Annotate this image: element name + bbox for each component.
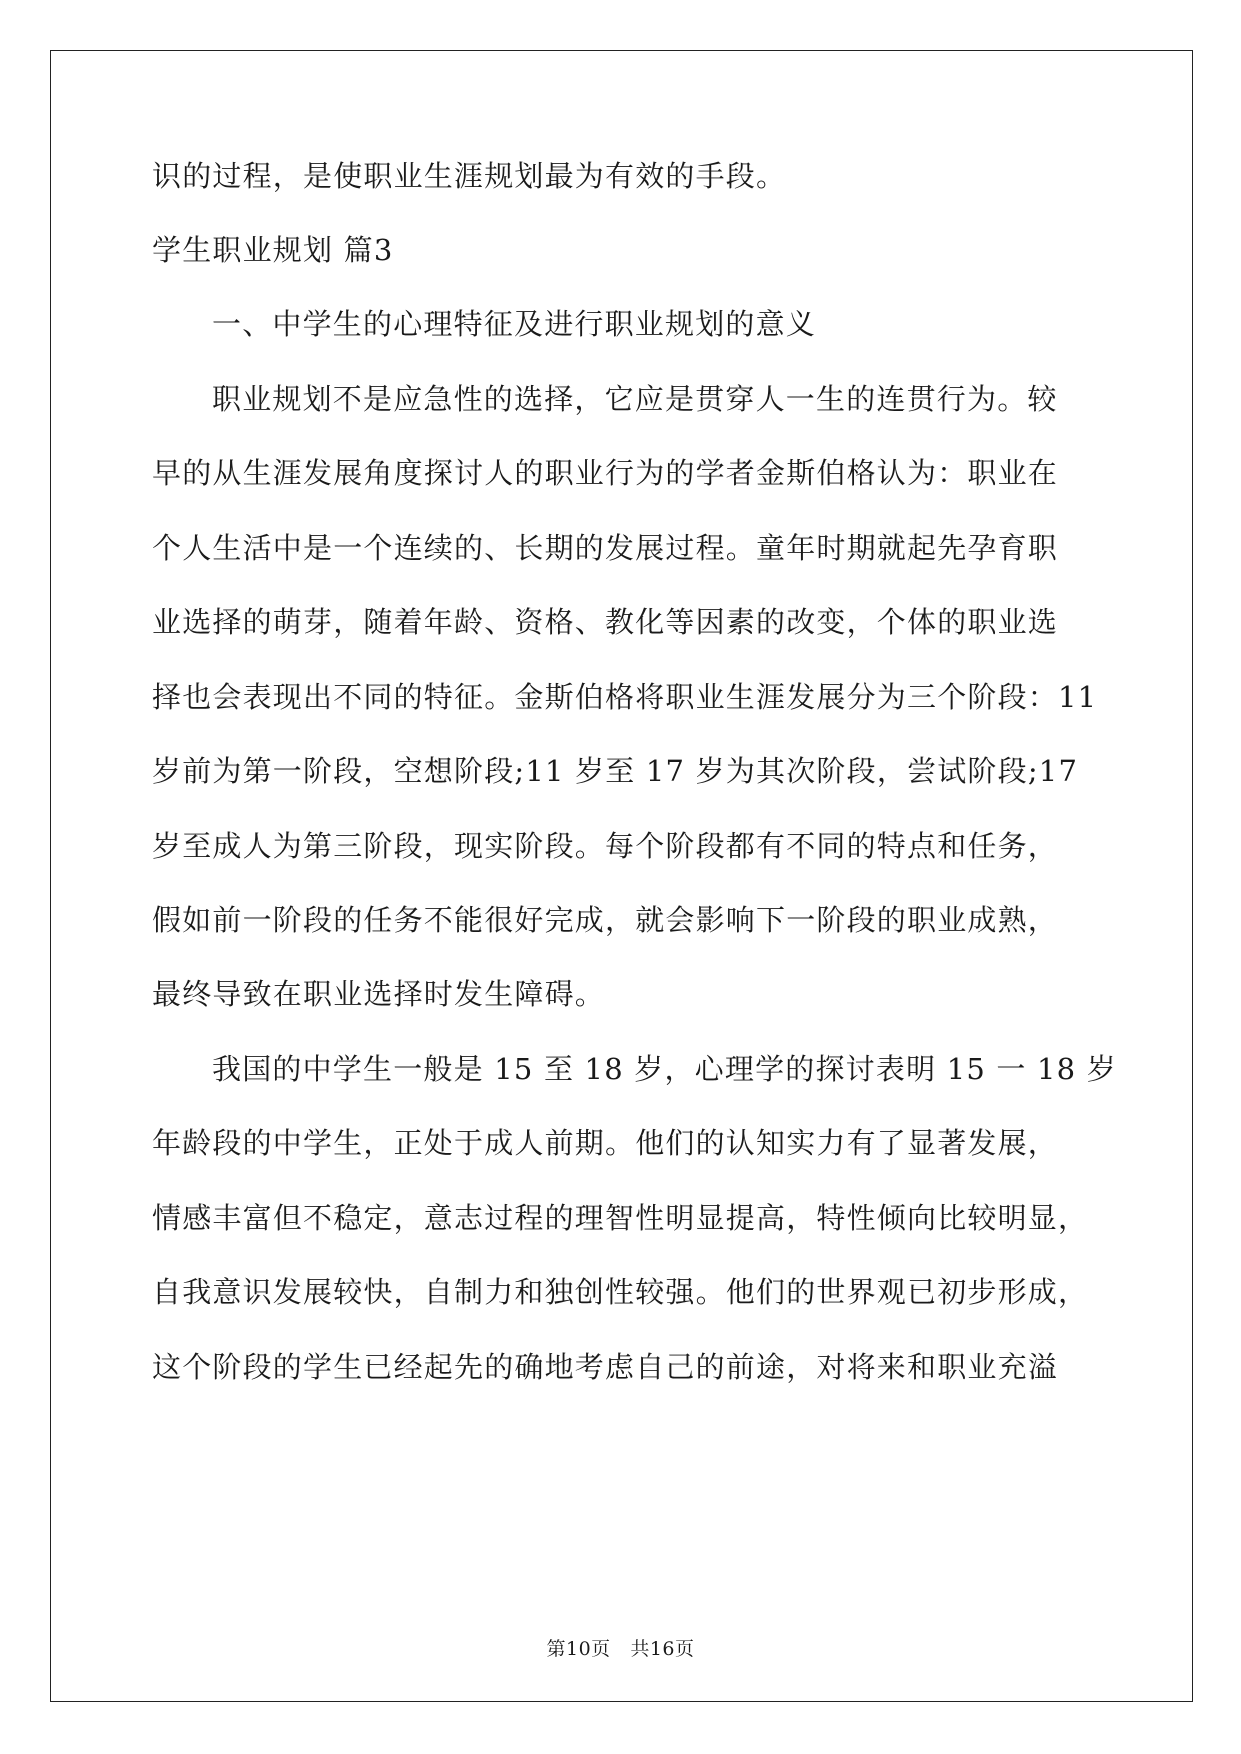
body-line: 我国的中学生一般是 15 至 18 岁，心理学的探讨表明 15 一 18 岁: [212, 1052, 1117, 1086]
body-line: 个人生活中是一个连续的、长期的发展过程。童年时期就起先孕育职: [152, 531, 1059, 565]
body-line: 职业规划不是应急性的选择，它应是贯穿人一生的连贯行为。较: [212, 382, 1058, 416]
body-line: 早的从生涯发展角度探讨人的职业行为的学者金斯伯格认为：职业在: [152, 456, 1059, 490]
page-border: [50, 50, 1193, 1702]
page-footer: [0, 1637, 1241, 1661]
body-line: 最终导致在职业选择时发生障碍。: [152, 977, 606, 1011]
section-heading: 学生职业规划 篇3: [152, 233, 394, 267]
body-line: 情感丰富但不稳定，意志过程的理智性明显提高，特性倾向比较明显，: [152, 1201, 1089, 1235]
body-line: 这个阶段的学生已经起先的确地考虑自己的前途，对将来和职业充溢: [152, 1350, 1059, 1384]
body-line: 年龄段的中学生，正处于成人前期。他们的认知实力有了显著发展，: [152, 1126, 1059, 1160]
body-line: 假如前一阶段的任务不能很好完成，就会影响下一阶段的职业成熟，: [152, 903, 1059, 937]
body-line: 业选择的萌芽，随着年龄、资格、教化等因素的改变，个体的职业选: [152, 605, 1059, 639]
body-line: 岁前为第一阶段，空想阶段;11 岁至 17 岁为其次阶段，尝试阶段;17: [152, 754, 1079, 788]
body-line: 择也会表现出不同的特征。金斯伯格将职业生涯发展分为三个阶段：11: [152, 680, 1098, 714]
body-line: 自我意识发展较快，自制力和独创性较强。他们的世界观已初步形成，: [152, 1275, 1089, 1309]
page-total: 共16页: [630, 1638, 695, 1660]
page-number: 第10页: [546, 1638, 611, 1660]
subsection-heading: 一、中学生的心理特征及进行职业规划的意义: [212, 307, 817, 341]
body-line: 识的过程，是使职业生涯规划最为有效的手段。: [152, 159, 787, 193]
body-line: 岁至成人为第三阶段，现实阶段。每个阶段都有不同的特点和任务，: [152, 829, 1059, 863]
